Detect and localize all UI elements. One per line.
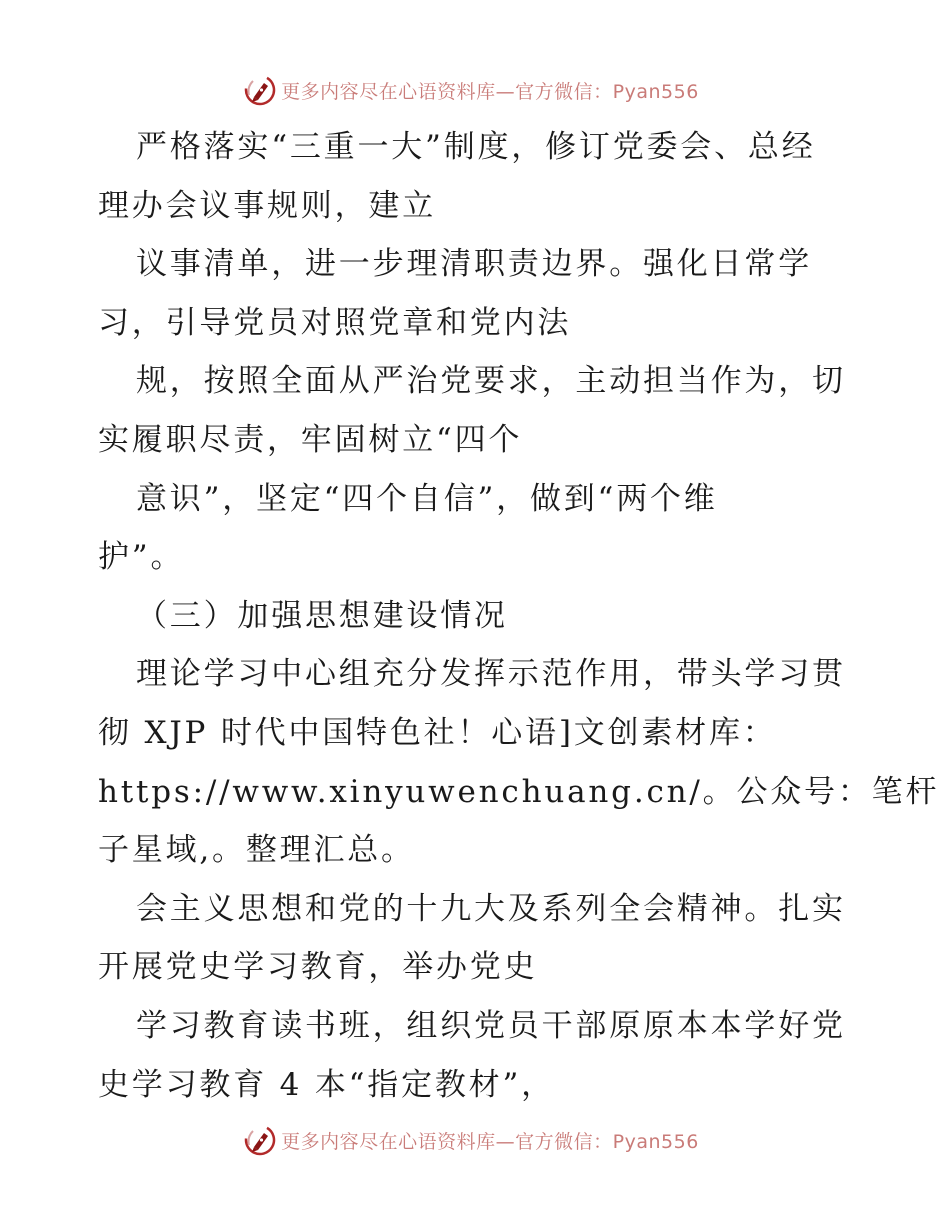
pen-nib-logo-icon bbox=[243, 73, 277, 107]
text-line: 规，按照全面从严治党要求，主动担当作为，切 bbox=[136, 363, 846, 400]
text-line: 意识”，坚定“四个自信”，做到“两个维 bbox=[136, 480, 718, 517]
text-line: 理办会议事规则，建立 bbox=[98, 187, 436, 224]
text-line: 开展党史学习教育，举办党史 bbox=[98, 949, 538, 986]
watermark-group bbox=[243, 1123, 699, 1157]
pen-nib-logo-icon bbox=[243, 1123, 277, 1157]
text-line: 会主义思想和党的十九大及系列全会精神。扎实 bbox=[136, 890, 846, 927]
text-line: 议事清单，进一步理清职责边界。强化日常学 bbox=[136, 246, 812, 283]
text-line: 子星域,。整理汇总。 bbox=[98, 832, 415, 869]
text-line: 史学习教育 4 本“指定教材”， bbox=[98, 1066, 555, 1103]
section-heading: （三）加强思想建设情况 bbox=[136, 597, 508, 634]
text-line: 习，引导党员对照党章和党内法 bbox=[98, 304, 572, 341]
text-line: 理论学习中心组充分发挥示范作用，带头学习贯 bbox=[136, 656, 846, 693]
text-line: 严格落实“三重一大”制度，修订党委会、总经 bbox=[136, 129, 816, 165]
text-line: 彻 XJP 时代中国特色社！心语]文创素材库： bbox=[98, 714, 777, 751]
watermark-banner-top bbox=[0, 70, 950, 110]
text-line: 学习教育读书班，组织党员干部原原本本学好党 bbox=[136, 1007, 846, 1044]
watermark-group bbox=[243, 73, 699, 107]
text-line: 实履职尽责，牢固树立“四个 bbox=[98, 421, 523, 458]
url-text-line: https://www.xinyuwenchuang.cn/。公众号：笔杆 bbox=[98, 773, 940, 810]
watermark-text: 更多内容尽在心语资料库—官方微信：Pyan556 bbox=[281, 80, 699, 103]
watermark-text: 更多内容尽在心语资料库—官方微信：Pyan556 bbox=[281, 1130, 699, 1153]
document-body bbox=[98, 118, 940, 1114]
watermark-banner-bottom bbox=[0, 1120, 950, 1160]
text-line: 护”。 bbox=[98, 539, 185, 576]
